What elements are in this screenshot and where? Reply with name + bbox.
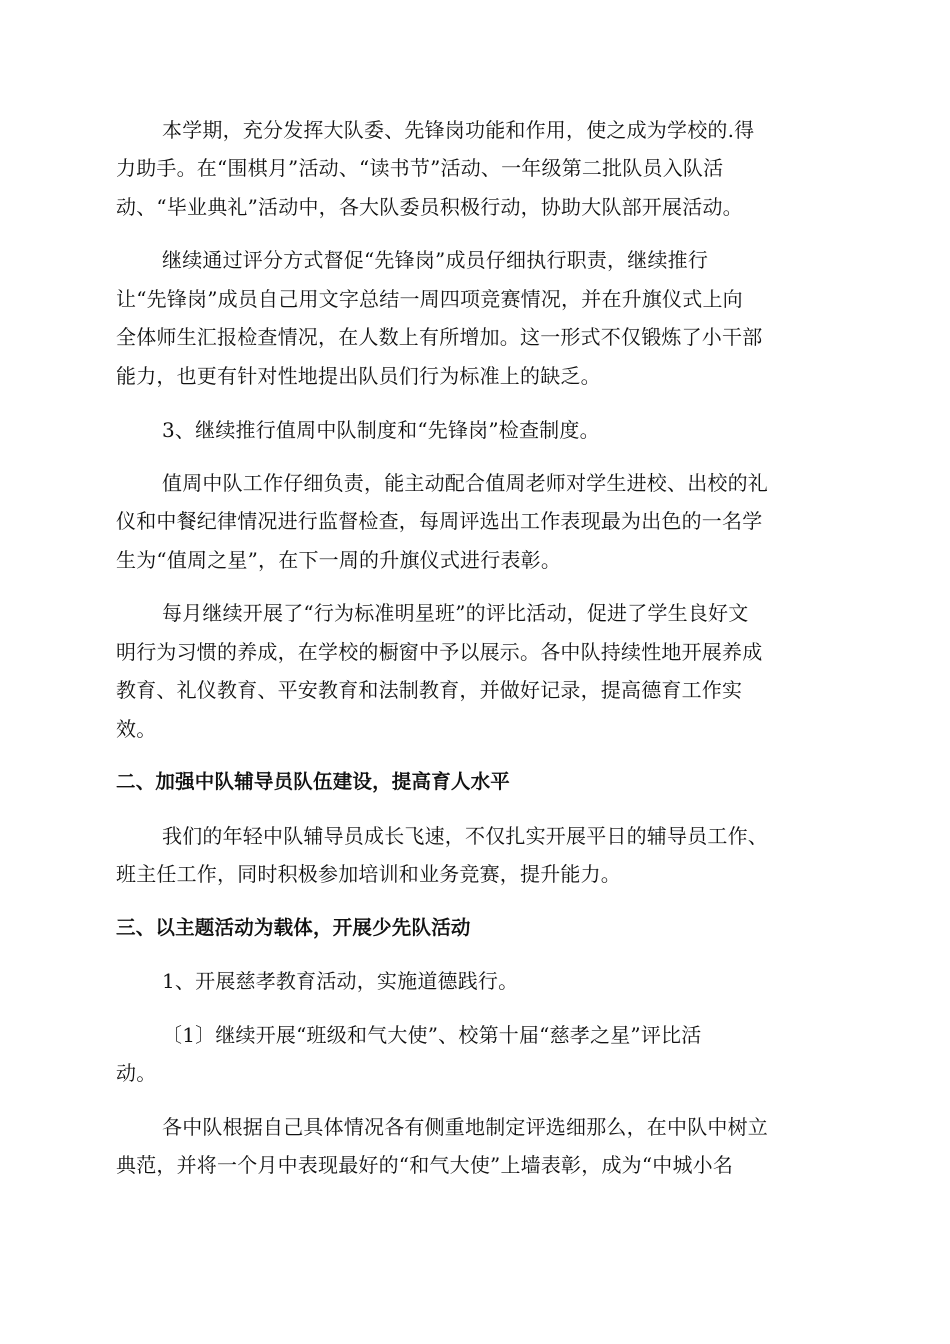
- text-line: 〔1〕继续开展“班级和气大使”、校第十届“慈孝之星”评比活: [162, 1023, 702, 1047]
- text-line: 全体师生汇报检查情况，在人数上有所增加。这一形式不仅锻炼了小干部: [116, 325, 763, 349]
- text-line: 能力，也更有针对性地提出队员们行为标准上的缺乏。: [116, 364, 601, 388]
- text-line: 效。: [116, 717, 157, 741]
- text-line: 动、“毕业典礼”活动中，各大队委员积极行动，协助大队部开展活动。: [116, 195, 743, 219]
- section-heading: 二、加强中队辅导员队伍建设，提高育人水平: [116, 770, 511, 793]
- text-line: 我们的年轻中队辅导员成长飞速，不仅扎实开展平日的辅导员工作、: [162, 824, 768, 848]
- text-line: 生为“值周之星”，在下一周的升旗仪式进行表彰。: [116, 548, 562, 572]
- text-line: 各中队根据自己具体情况各有侧重地制定评选细那么，在中队中树立: [162, 1115, 768, 1139]
- text-line: 让“先锋岗”成员自己用文字总结一周四项竞赛情况，并在升旗仪式上向: [116, 287, 743, 311]
- text-line: 班主任工作，同时积极参加培训和业务竞赛，提升能力。: [116, 862, 621, 886]
- text-line: 每月继续开展了“行为标准明星班”的评比活动，促进了学生良好文: [162, 601, 749, 625]
- text-line: 仪和中餐纪律情况进行监督检查，每周评选出工作表现最为出色的一名学: [116, 509, 763, 533]
- text-line: 本学期，充分发挥大队委、先锋岗功能和作用，使之成为学校的.得: [162, 118, 755, 142]
- text-line: 典范，并将一个月中表现最好的“和气大使”上墙表彰，成为“中城小名: [116, 1153, 734, 1177]
- text-line: 力助手。在“围棋月”活动、“读书节”活动、一年级第二批队员入队活: [116, 156, 724, 180]
- text-line: 3、继续推行值周中队制度和“先锋岗”检查制度。: [162, 418, 600, 442]
- text-line: 值周中队工作仔细负责，能主动配合值周老师对学生进校、出校的礼: [162, 471, 768, 495]
- text-line: 1、开展慈孝教育活动，实施道德践行。: [162, 969, 519, 993]
- text-line: 动。: [116, 1061, 157, 1085]
- section-heading: 三、以主题活动为载体，开展少先队活动: [116, 916, 471, 939]
- text-line: 继续通过评分方式督促“先锋岗”成员仔细执行职责，继续推行: [162, 248, 709, 272]
- text-line: 明行为习惯的养成，在学校的橱窗中予以展示。各中队持续性地开展养成: [116, 640, 763, 664]
- text-line: 教育、礼仪教育、平安教育和法制教育，并做好记录，提高德育工作实: [116, 678, 743, 702]
